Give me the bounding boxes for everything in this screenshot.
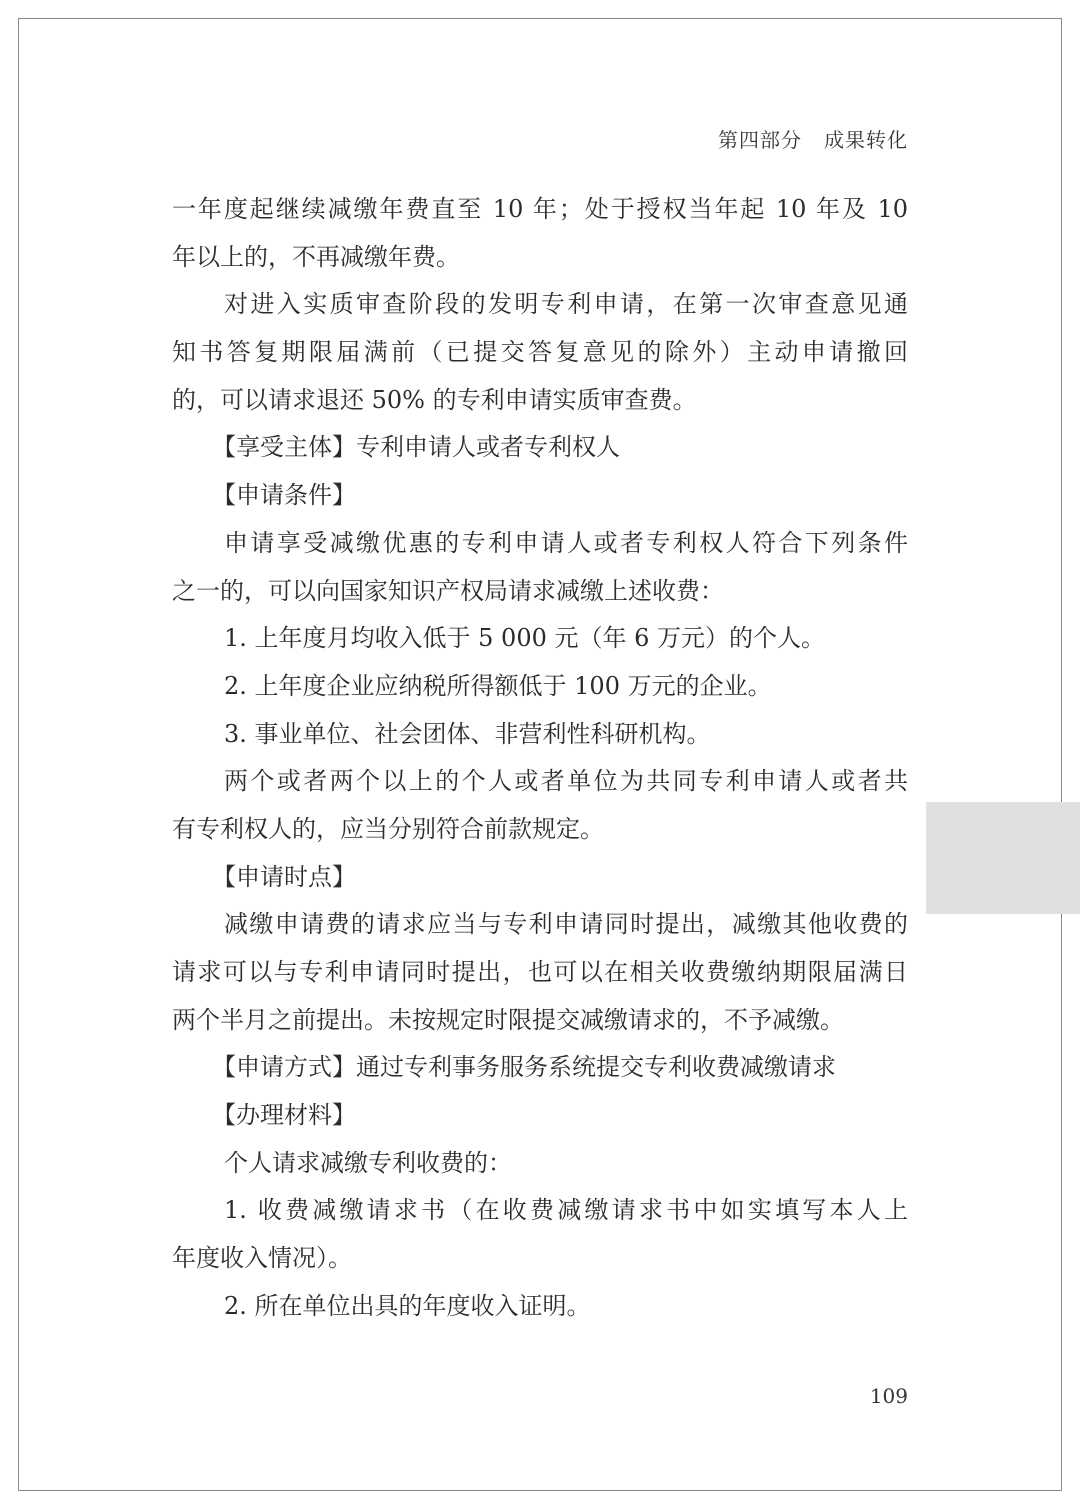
header-part: 第四部分 (718, 128, 802, 152)
text-line: 请求可以与专利申请同时提出，也可以在相关收费缴纳期限届满日 (172, 958, 908, 986)
text-line: 年以上的，不再减缴年费。 (172, 242, 460, 271)
text-line-heading: 【办理材料】 (212, 1101, 356, 1130)
text-line-heading: 【申请时点】 (212, 862, 356, 891)
text-line: 一年度起继续减缴年费直至 10 年；处于授权当年起 10 年及 10 (172, 195, 908, 223)
text-line: 知书答复期限届满前（已提交答复意见的除外）主动申请撤回 (172, 338, 908, 367)
text-line-heading: 【申请方式】通过专利事务服务系统提交专利收费减缴请求 (212, 1053, 836, 1082)
text-line-heading: 【申请条件】 (212, 481, 356, 510)
text-line: 有专利权人的，应当分别符合前款规定。 (172, 814, 604, 843)
text-line: 申请享受减缴优惠的专利申请人或者专利权人符合下列条件 (224, 528, 908, 557)
header-section: 成果转化 (824, 128, 908, 152)
text-line: 两个或者两个以上的个人或者单位为共同专利申请人或者共 (224, 767, 908, 796)
text-line: 个人请求减缴专利收费的： (224, 1148, 512, 1177)
text-line: 年度收入情况）。 (172, 1244, 352, 1273)
list-item: 3. 事业单位、社会团体、非营利性科研机构。 (224, 719, 711, 748)
text-line: 之一的，可以向国家知识产权局请求减缴上述收费： (172, 576, 724, 605)
section-thumb-tab (926, 802, 1080, 914)
page-number: 109 (869, 1384, 908, 1408)
list-item: 2. 上年度企业应纳税所得额低于 100 万元的企业。 (224, 671, 772, 700)
list-item: 2. 所在单位出具的年度收入证明。 (224, 1291, 591, 1320)
text-line: 减缴申请费的请求应当与专利申请同时提出，减缴其他收费的 (224, 910, 908, 939)
text-line: 两个半月之前提出。未按规定时限提交减缴请求的，不予减缴。 (172, 1005, 844, 1034)
text-line: 的，可以请求退还 50% 的专利申请实质审查费。 (172, 385, 697, 414)
list-item: 1. 收费减缴请求书（在收费减缴请求书中如实填写本人上 (224, 1196, 908, 1225)
text-line: 对进入实质审查阶段的发明专利申请，在第一次审查意见通 (224, 290, 908, 319)
running-header (718, 124, 908, 153)
list-item: 1. 上年度月均收入低于 5 000 元（年 6 万元）的个人。 (224, 624, 826, 653)
text-line-heading: 【享受主体】专利申请人或者专利权人 (212, 433, 620, 462)
body-text (172, 186, 908, 1331)
